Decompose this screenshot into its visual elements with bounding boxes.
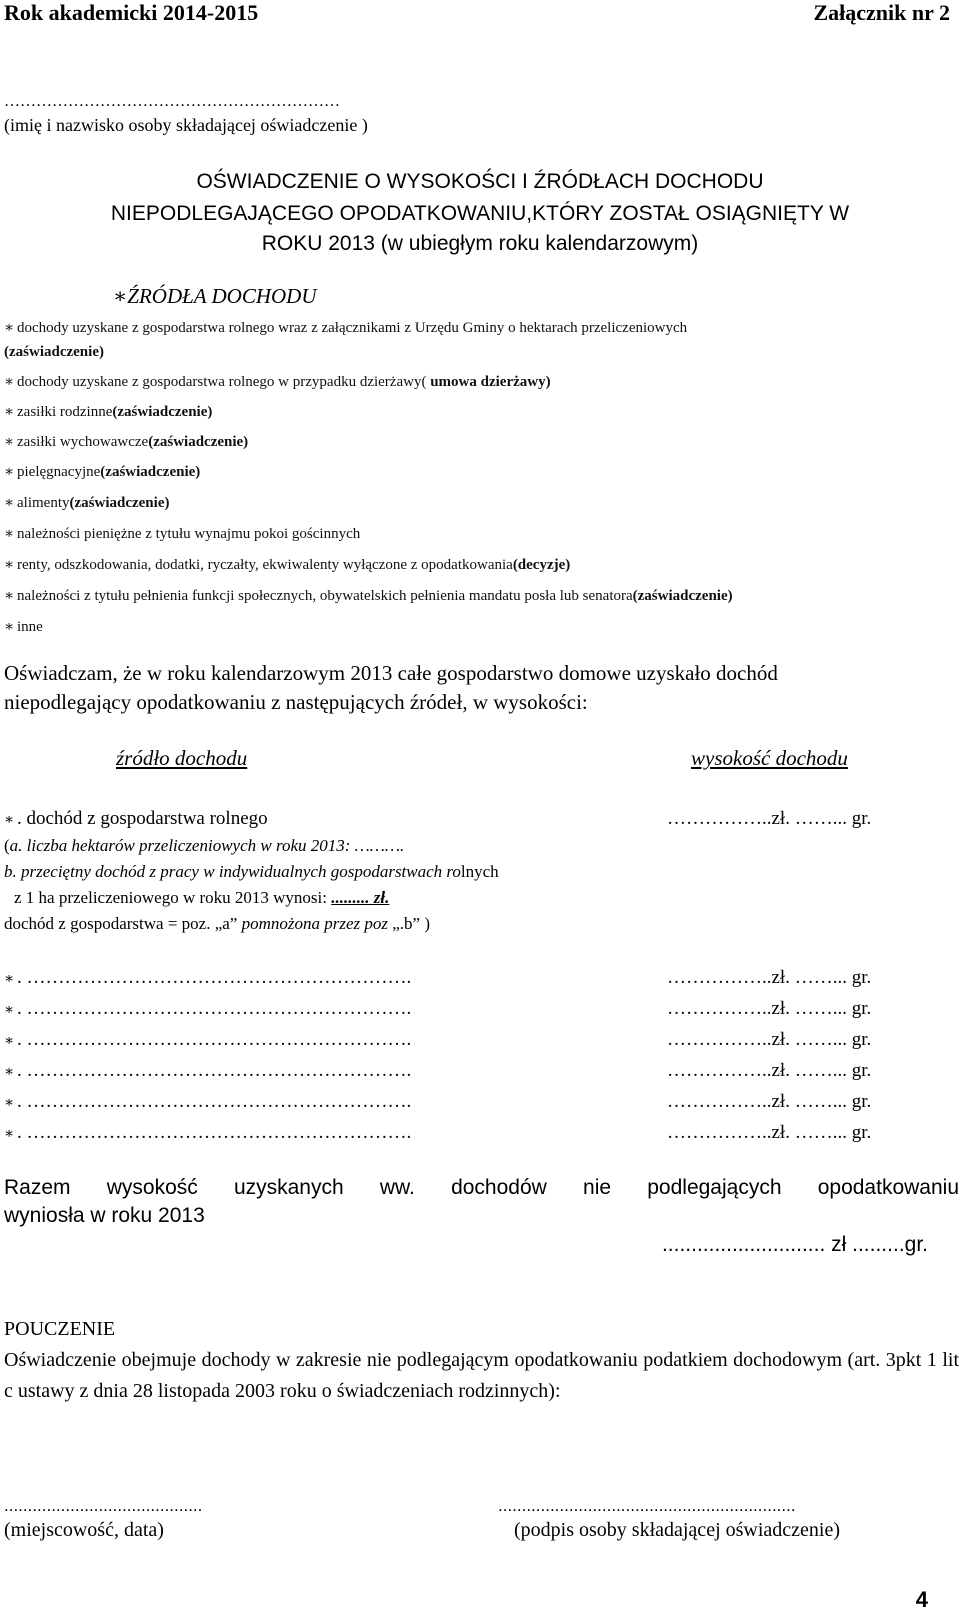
income-row[interactable]: ∗ . ……………………………………………………. bbox=[4, 967, 412, 988]
income-row[interactable]: ∗ . ……………………………………………………. bbox=[4, 998, 412, 1019]
star-icon: ∗ bbox=[4, 464, 15, 480]
source-item: ∗ pielęgnacyjne(zaświadczenie) bbox=[4, 464, 201, 480]
star-icon: ∗ bbox=[113, 284, 128, 308]
income-amount-field[interactable]: ……………..zł. ……... gr. bbox=[667, 1091, 872, 1112]
star-icon: ∗ bbox=[4, 619, 15, 635]
income-amount-field[interactable]: ……………..zł. ……... gr. bbox=[667, 967, 872, 988]
declaration-line-2: niepodlegający opodatkowaniu z następujących źródeł, w wysokości: bbox=[4, 690, 588, 714]
column-heading-source: źródło dochodu bbox=[116, 746, 248, 770]
star-icon: ∗ bbox=[4, 320, 15, 336]
star-icon: ∗ bbox=[4, 1033, 15, 1049]
total-line-2: wyniosła w roku 2013 bbox=[4, 1204, 205, 1227]
source-item: ∗ należności pieniężne z tytułu wynajmu pokoi gościnnych bbox=[4, 526, 361, 542]
place-date-dots[interactable]: .......................................... bbox=[4, 1496, 203, 1515]
source-item: ∗ zasiłki rodzinne(zaświadczenie) bbox=[4, 404, 213, 420]
star-icon: ∗ bbox=[4, 812, 15, 828]
name-caption: (imię i nazwisko osoby składającej oświadczenie ) bbox=[4, 115, 368, 135]
income-row[interactable]: ∗ . ……………………………………………………. bbox=[4, 1091, 412, 1112]
sources-heading: ∗ŹRÓDŁA DOCHODU bbox=[113, 284, 317, 308]
name-dots: ……………………………………………………… bbox=[4, 93, 340, 110]
column-heading-amount: wysokość dochodu bbox=[691, 746, 848, 770]
income-amount-field[interactable]: ……………..zł. ……... gr. bbox=[667, 1029, 872, 1050]
note-formula: dochód z gospodarstwa = poz. „a” pomnożona przez poz „.b” ) bbox=[4, 914, 431, 933]
note-average-income-2: z 1 ha przeliczeniowego w roku 2013 wynosi: ......... zł. bbox=[14, 888, 390, 907]
source-item: ∗ dochody uzyskane z gospodarstwa rolnego w przypadku dzierżawy( umowa dzierżawy) bbox=[4, 374, 551, 390]
star-icon: ∗ bbox=[4, 1095, 15, 1111]
source-item: (zaświadczenie) bbox=[4, 344, 104, 360]
income-row[interactable]: ∗ . ……………………………………………………. bbox=[4, 1122, 412, 1143]
attachment-number: Załącznik nr 2 bbox=[813, 0, 950, 25]
source-item: ∗ alimenty(zaświadczenie) bbox=[4, 495, 170, 511]
income-row[interactable]: ∗ . ……………………………………………………. bbox=[4, 1029, 412, 1050]
star-icon: ∗ bbox=[4, 1064, 15, 1080]
star-icon: ∗ bbox=[4, 588, 15, 604]
total-line-1: Razem wysokość uzyskanych ww. dochodów nie podlegających opodatkowaniu bbox=[4, 1176, 959, 1199]
page-number: 4 bbox=[915, 1587, 928, 1612]
total-amount-field[interactable]: ............................ zł .........gr. bbox=[661, 1233, 928, 1256]
source-item: ∗ inne bbox=[4, 619, 43, 635]
star-icon: ∗ bbox=[4, 495, 15, 511]
signature-caption: (podpis osoby składającej oświadczenie) bbox=[514, 1519, 841, 1541]
title-line-2: NIEPODLEGAJĄCEGO OPODATKOWANIU,KTÓRY ZOSTAŁ OSIĄGNIĘTY W bbox=[110, 202, 850, 225]
title-line-3: ROKU 2013 (w ubiegłym roku kalendarzowym) bbox=[261, 232, 699, 255]
income-amount-field[interactable]: ……………..zł. ……... gr. bbox=[667, 998, 872, 1019]
signature-dots[interactable]: ............................................................... bbox=[498, 1496, 796, 1515]
title-line-1: OŚWIADCZENIE O WYSOKOŚCI I ŹRÓDŁACH DOCHODU bbox=[196, 170, 764, 193]
income-amount-field[interactable]: ……………..zł. ……... gr. bbox=[667, 1060, 872, 1081]
star-icon: ∗ bbox=[4, 374, 15, 390]
source-item: ∗ należności z tytułu pełnienia funkcji społecznych, obywatelskich pełnienia mandatu posła lub senatora(zaświadczenie) bbox=[4, 588, 733, 604]
star-icon: ∗ bbox=[4, 971, 15, 987]
star-icon: ∗ bbox=[4, 404, 15, 420]
instruction-text: Oświadczenie obejmuje dochody w zakresie nie podlegającym opodatkowaniu podatkiem dochodowym (art. 3pkt 1 lit c ustawy z dnia 28 listopada 2003 roku o świadczeniach rodzinnych): bbox=[4, 1349, 959, 1402]
instruction-heading: POUCZENIE bbox=[4, 1318, 116, 1340]
source-item: ∗ renty, odszkodowania, dodatki, ryczałty, ekwiwalenty wyłączone z opodatkowania(decyzje) bbox=[4, 557, 571, 573]
farm-income-label: ∗ . dochód z gospodarstwa rolnego bbox=[4, 808, 268, 829]
place-date-caption: (miejscowość, data) bbox=[4, 1519, 164, 1541]
income-amount-field[interactable]: ……………..zł. ……... gr. bbox=[667, 1122, 872, 1143]
star-icon: ∗ bbox=[4, 1126, 15, 1142]
income-row[interactable]: ∗ . ……………………………………………………. bbox=[4, 1060, 412, 1081]
star-icon: ∗ bbox=[4, 526, 15, 542]
source-item: ∗ zasiłki wychowawcze(zaświadczenie) bbox=[4, 434, 249, 450]
source-item: ∗ dochody uzyskane z gospodarstwa rolnego wraz z załącznikami z Urzędu Gminy o hektarach przeliczeniowych bbox=[4, 320, 688, 336]
star-icon: ∗ bbox=[4, 434, 15, 450]
note-average-income: b. przeciętny dochód z pracy w indywidualnych gospodarstwach rolnych bbox=[4, 862, 499, 881]
academic-year: Rok akademicki 2014-2015 bbox=[4, 0, 259, 25]
note-hectares: (a. liczba hektarów przeliczeniowych w roku 2013: ………. bbox=[4, 836, 405, 855]
star-icon: ∗ bbox=[4, 1002, 15, 1018]
star-icon: ∗ bbox=[4, 557, 15, 573]
farm-income-amount-field[interactable]: ……………..zł. ……... gr. bbox=[667, 808, 872, 829]
declaration-line-1: Oświadczam, że w roku kalendarzowym 2013 całe gospodarstwo domowe uzyskało dochód bbox=[4, 661, 778, 685]
